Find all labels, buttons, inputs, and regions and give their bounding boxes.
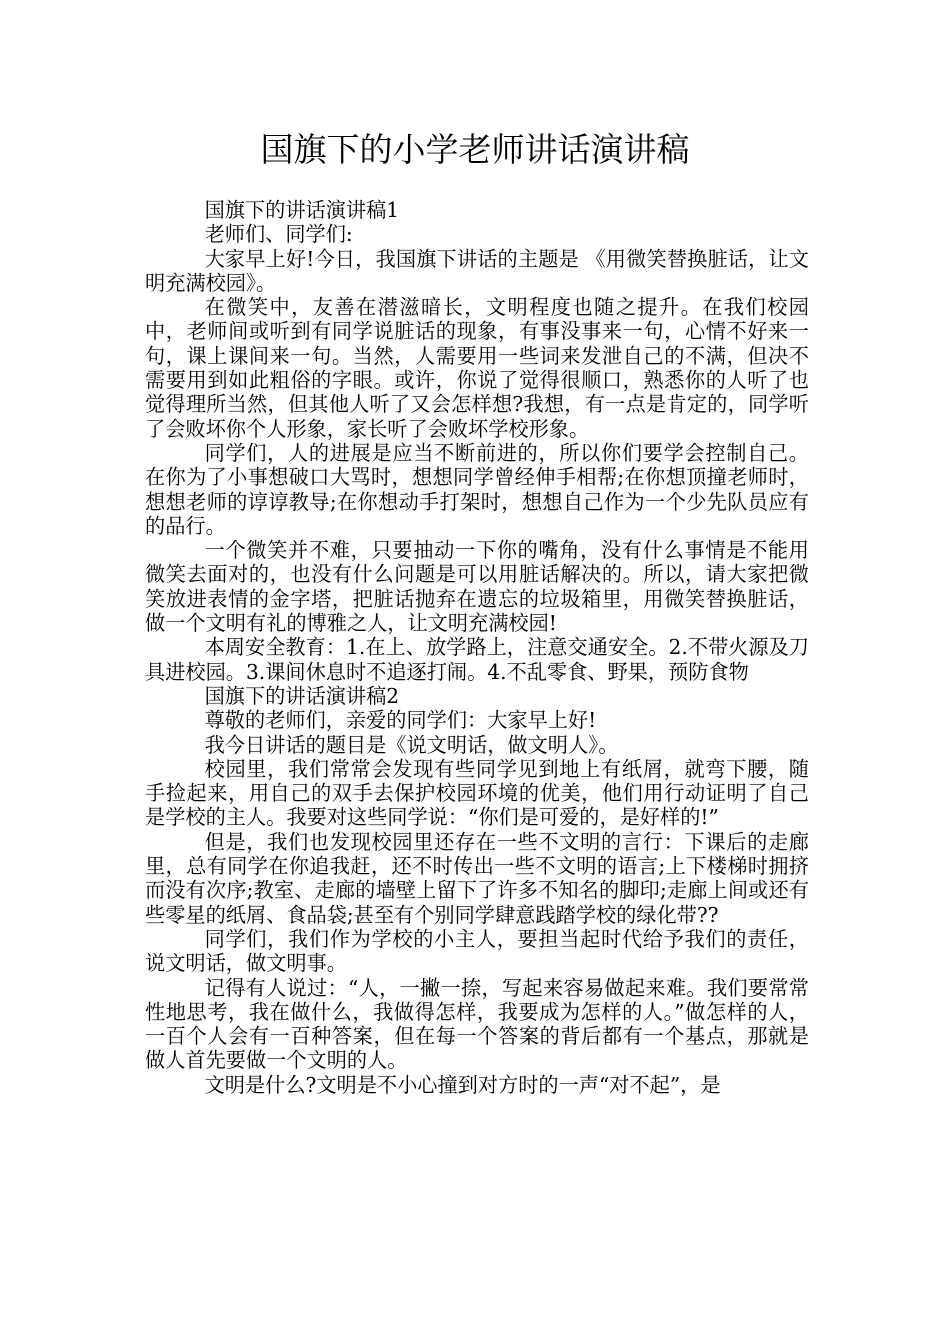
- body-paragraph: 同学们，我们作为学校的小主人，要担当起时代给予我们的责任，说文明话，做文明事。: [145, 926, 809, 976]
- body-paragraph: 校园里，我们常常会发现有些同学见到地上有纸屑，就弯下腰，随手捡起来，用自己的双手去保护校园环境的优美，他们用行动证明了自己是学校的主人。我要对这些同学说：“你们是可爱的，是好样的!”: [145, 756, 809, 830]
- body-paragraph: 大家早上好!今日，我国旗下讲话的主题是 《用微笑替换脏话，让文明充满校园》。: [145, 246, 809, 295]
- body-paragraph: 一个微笑并不难，只要抽动一下你的嘴角，没有什么事情是不能用微笑去面对的，也没有什么问题是可以用脏话解决的。所以，请大家把微笑放进表情的金字塔，把脏话抛弃在遗忘的垃圾箱里，用微笑替换脏话，做一个文明有礼的博雅之人，让文明充满校园!: [145, 538, 809, 636]
- speech-1-heading: 国旗下的讲话演讲稿1: [204, 198, 400, 222]
- safety-education-paragraph: 本周安全教育：1.在上、放学路上，注意交通安全。2.不带火源及刀具进校园。3.课间休息时不追逐打闹。4.不乱零食、野果，预防食物: [145, 635, 809, 684]
- body-paragraph: 我今日讲话的题目是《说文明话，做文明人》。: [204, 732, 619, 757]
- body-paragraph: 但是，我们也发现校园里还存在一些不文明的言行：下课后的走廊里，总有同学在你追我赶，还不时传出一些不文明的语言;上下楼梯时拥挤而没有次序;教室、走廊的墙壁上留下了许多不知名的脚印;走廊上间或还有些零星的纸屑、食品袋;甚至有个别同学肆意践踏学校的绿化带??: [145, 829, 809, 927]
- document-body: [145, 198, 809, 1097]
- speech-1-salutation: 老师们、同学们:: [204, 222, 353, 247]
- body-paragraph: 文明是什么?文明是不小心撞到对方时的一声“对不起”，是: [204, 1072, 721, 1097]
- body-paragraph: 同学们，人的进展是应当不断前进的，所以你们要学会控制自己。在你为了小事想破口大骂时，想想同学曾经伸手相帮;在你想顶撞老师时，想想老师的谆谆教导;在你想动手打架时，想想自己作为一个少先队员应有的品行。: [145, 440, 809, 538]
- speech-2-salutation: 尊敬的老师们，亲爱的同学们：大家早上好!: [204, 708, 597, 733]
- body-paragraph: 记得有人说过：“人，一撇一捺，写起来容易做起来难。我们要常常性地思考，我在做什么，我做得怎样，我要成为怎样的人。”做怎样的人，一百个人会有一百种答案，但在每一个答案的背后都有一个基点，那就是做人首先要做一个文明的人。: [145, 975, 809, 1073]
- body-paragraph: 在微笑中，友善在潜滋暗长，文明程度也随之提升。在我们校园中，老师间或听到有同学说脏话的现象，有事没事来一句，心情不好来一句，课上课间来一句。当然，人需要用一些词来发泄自己的不满，但决不需要用到如此粗俗的字眼。或许，你说了觉得很顺口，熟悉你的人听了也觉得理所当然，但其他人听了又会怎样想?我想，有一点是肯定的，同学听了会败坏你个人形象，家长听了会败坏学校形象。: [145, 295, 809, 441]
- document-title: 国旗下的小学老师讲话演讲稿: [260, 130, 690, 169]
- speech-2-heading: 国旗下的讲话演讲稿2: [204, 683, 400, 708]
